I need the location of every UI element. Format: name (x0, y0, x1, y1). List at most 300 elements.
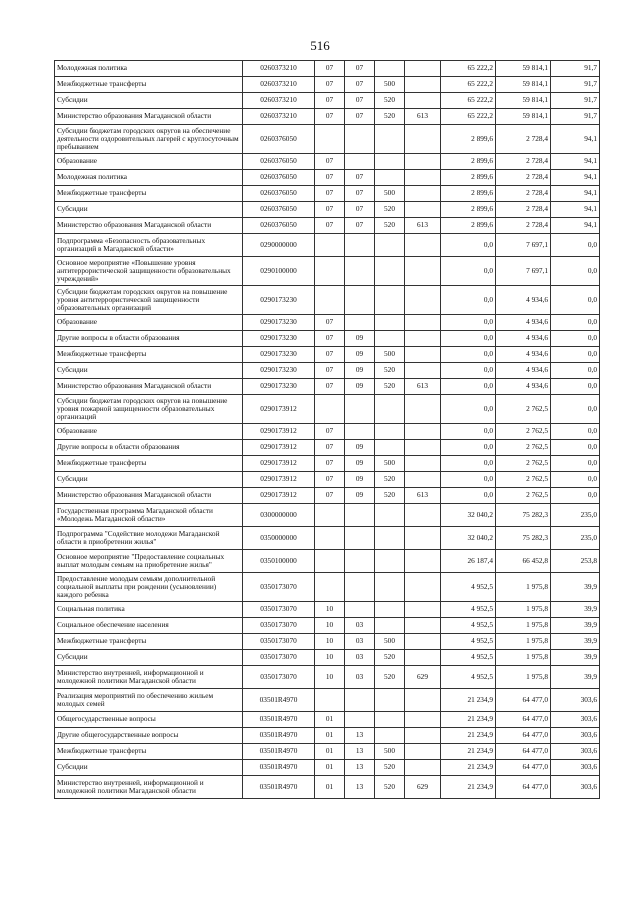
target-code-cell: 0350173070 (243, 573, 315, 602)
planned-amount-cell: 21 234,9 (441, 744, 496, 760)
expense-type-cell: 520 (375, 93, 405, 109)
table-row (55, 488, 600, 504)
expense-type-cell: 500 (375, 347, 405, 363)
expense-name-cell: Министерство образования Магаданской области (55, 218, 243, 234)
department-code-cell (405, 472, 441, 488)
actual-amount-cell: 75 282,3 (496, 527, 551, 550)
section-cell (315, 125, 345, 154)
table-row (55, 424, 600, 440)
actual-amount-cell: 64 477,0 (496, 776, 551, 799)
planned-amount-cell: 2 899,6 (441, 154, 496, 170)
section-cell: 07 (315, 472, 345, 488)
expense-name-cell: Социальное обеспечение населения (55, 618, 243, 634)
subsection-cell: 07 (345, 170, 375, 186)
section-cell: 01 (315, 776, 345, 799)
actual-amount-cell: 2 728,4 (496, 170, 551, 186)
subsection-cell (345, 550, 375, 573)
target-code-cell: 0290173912 (243, 424, 315, 440)
subsection-cell: 13 (345, 744, 375, 760)
department-code-cell (405, 395, 441, 424)
subsection-cell: 07 (345, 61, 375, 77)
department-code-cell (405, 618, 441, 634)
expense-name-cell: Министерство внутренней, информационной и молодежной политики Магаданской области (55, 776, 243, 799)
expense-type-cell: 520 (375, 650, 405, 666)
subsection-cell: 13 (345, 760, 375, 776)
budget-table (54, 60, 600, 799)
subsection-cell: 13 (345, 776, 375, 799)
department-code-cell (405, 286, 441, 315)
actual-amount-cell: 1 975,8 (496, 634, 551, 650)
execution-percent-cell: 0,0 (551, 331, 600, 347)
subsection-cell (345, 573, 375, 602)
execution-percent-cell: 39,9 (551, 650, 600, 666)
actual-amount-cell: 59 814,1 (496, 109, 551, 125)
planned-amount-cell: 0,0 (441, 234, 496, 257)
planned-amount-cell: 65 222,2 (441, 109, 496, 125)
table-row (55, 760, 600, 776)
actual-amount-cell: 7 697,1 (496, 257, 551, 286)
planned-amount-cell: 2 899,6 (441, 218, 496, 234)
expense-name-cell: Субсидии (55, 472, 243, 488)
actual-amount-cell: 4 934,6 (496, 363, 551, 379)
planned-amount-cell: 4 952,5 (441, 666, 496, 689)
actual-amount-cell: 4 934,6 (496, 286, 551, 315)
actual-amount-cell: 2 762,5 (496, 472, 551, 488)
execution-percent-cell: 0,0 (551, 234, 600, 257)
table-row (55, 550, 600, 573)
table-row (55, 77, 600, 93)
section-cell: 01 (315, 712, 345, 728)
target-code-cell: 0260373210 (243, 109, 315, 125)
planned-amount-cell: 0,0 (441, 315, 496, 331)
execution-percent-cell: 0,0 (551, 440, 600, 456)
table-row (55, 218, 600, 234)
actual-amount-cell: 64 477,0 (496, 712, 551, 728)
actual-amount-cell: 59 814,1 (496, 77, 551, 93)
department-code-cell: 613 (405, 379, 441, 395)
planned-amount-cell: 21 234,9 (441, 728, 496, 744)
expense-type-cell (375, 154, 405, 170)
expense-name-cell: Другие вопросы в области образования (55, 440, 243, 456)
expense-type-cell: 500 (375, 634, 405, 650)
planned-amount-cell: 21 234,9 (441, 712, 496, 728)
subsection-cell (345, 712, 375, 728)
expense-name-cell: Основное мероприятие "Предоставление социальных выплат молодым семьям на приобретение жилья" (55, 550, 243, 573)
actual-amount-cell: 64 477,0 (496, 744, 551, 760)
expense-name-cell: Субсидии (55, 760, 243, 776)
actual-amount-cell: 7 697,1 (496, 234, 551, 257)
department-code-cell: 613 (405, 488, 441, 504)
table-row (55, 602, 600, 618)
actual-amount-cell: 66 452,8 (496, 550, 551, 573)
subsection-cell (345, 395, 375, 424)
expense-type-cell: 520 (375, 202, 405, 218)
table-row (55, 347, 600, 363)
table-row (55, 61, 600, 77)
expense-type-cell (375, 689, 405, 712)
table-row (55, 154, 600, 170)
subsection-cell (345, 424, 375, 440)
planned-amount-cell: 65 222,2 (441, 61, 496, 77)
execution-percent-cell: 0,0 (551, 363, 600, 379)
target-code-cell: 0290173912 (243, 472, 315, 488)
table-row (55, 440, 600, 456)
execution-percent-cell: 39,9 (551, 573, 600, 602)
execution-percent-cell: 91,7 (551, 61, 600, 77)
department-code-cell (405, 689, 441, 712)
department-code-cell (405, 363, 441, 379)
expense-name-cell: Межбюджетные трансферты (55, 456, 243, 472)
planned-amount-cell: 0,0 (441, 488, 496, 504)
planned-amount-cell: 26 187,4 (441, 550, 496, 573)
actual-amount-cell: 2 728,4 (496, 186, 551, 202)
target-code-cell: 0290173912 (243, 488, 315, 504)
department-code-cell: 629 (405, 776, 441, 799)
subsection-cell (345, 257, 375, 286)
target-code-cell: 03501R4970 (243, 776, 315, 799)
expense-type-cell (375, 573, 405, 602)
expense-name-cell: Субсидии (55, 93, 243, 109)
execution-percent-cell: 303,6 (551, 760, 600, 776)
target-code-cell: 0260376050 (243, 154, 315, 170)
expense-name-cell: Субсидии (55, 202, 243, 218)
target-code-cell: 0350173070 (243, 618, 315, 634)
target-code-cell: 03501R4970 (243, 689, 315, 712)
actual-amount-cell: 1 975,8 (496, 602, 551, 618)
table-row (55, 776, 600, 799)
table-row (55, 395, 600, 424)
table-row (55, 689, 600, 712)
execution-percent-cell: 94,1 (551, 170, 600, 186)
table-row (55, 363, 600, 379)
section-cell: 10 (315, 618, 345, 634)
actual-amount-cell: 1 975,8 (496, 573, 551, 602)
execution-percent-cell: 91,7 (551, 93, 600, 109)
expense-type-cell (375, 712, 405, 728)
table-row (55, 170, 600, 186)
actual-amount-cell: 2 762,5 (496, 456, 551, 472)
actual-amount-cell: 1 975,8 (496, 618, 551, 634)
execution-percent-cell: 253,8 (551, 550, 600, 573)
expense-type-cell: 520 (375, 488, 405, 504)
expense-type-cell (375, 170, 405, 186)
planned-amount-cell: 4 952,5 (441, 650, 496, 666)
department-code-cell (405, 550, 441, 573)
expense-name-cell: Подпрограмма «Безопасность образовательных организаций в Магаданской области» (55, 234, 243, 257)
section-cell: 07 (315, 170, 345, 186)
table-row (55, 650, 600, 666)
expense-name-cell: Субсидии бюджетам городских округов на повышение уровня антитеррористической защищенности образовательных организаций (55, 286, 243, 315)
section-cell: 07 (315, 456, 345, 472)
department-code-cell (405, 440, 441, 456)
expense-type-cell (375, 61, 405, 77)
department-code-cell (405, 347, 441, 363)
table-row (55, 744, 600, 760)
section-cell: 07 (315, 347, 345, 363)
actual-amount-cell: 1 975,8 (496, 650, 551, 666)
actual-amount-cell: 2 728,4 (496, 202, 551, 218)
expense-type-cell (375, 315, 405, 331)
expense-type-cell (375, 602, 405, 618)
department-code-cell (405, 760, 441, 776)
expense-type-cell (375, 331, 405, 347)
subsection-cell: 09 (345, 456, 375, 472)
department-code-cell (405, 650, 441, 666)
subsection-cell (345, 315, 375, 331)
planned-amount-cell: 32 040,2 (441, 527, 496, 550)
target-code-cell: 0290173230 (243, 347, 315, 363)
planned-amount-cell: 2 899,6 (441, 186, 496, 202)
section-cell: 07 (315, 93, 345, 109)
execution-percent-cell: 303,6 (551, 728, 600, 744)
section-cell: 10 (315, 650, 345, 666)
section-cell: 07 (315, 186, 345, 202)
actual-amount-cell: 2 728,4 (496, 218, 551, 234)
department-code-cell: 613 (405, 109, 441, 125)
subsection-cell: 03 (345, 666, 375, 689)
expense-type-cell: 520 (375, 109, 405, 125)
section-cell: 10 (315, 634, 345, 650)
expense-name-cell: Образование (55, 154, 243, 170)
subsection-cell (345, 286, 375, 315)
execution-percent-cell: 91,7 (551, 109, 600, 125)
table-row (55, 202, 600, 218)
subsection-cell: 09 (345, 363, 375, 379)
expense-name-cell: Министерство образования Магаданской области (55, 488, 243, 504)
expense-type-cell (375, 527, 405, 550)
planned-amount-cell: 4 952,5 (441, 573, 496, 602)
execution-percent-cell: 235,0 (551, 504, 600, 527)
subsection-cell (345, 504, 375, 527)
section-cell: 10 (315, 666, 345, 689)
target-code-cell: 03501R4970 (243, 712, 315, 728)
expense-name-cell: Основное мероприятие «Повышение уровня антитеррористической защищенности образовательных учреждений» (55, 257, 243, 286)
table-row (55, 573, 600, 602)
subsection-cell: 07 (345, 218, 375, 234)
target-code-cell: 0290173912 (243, 456, 315, 472)
target-code-cell: 0350173070 (243, 666, 315, 689)
target-code-cell: 0260376050 (243, 125, 315, 154)
execution-percent-cell: 94,1 (551, 186, 600, 202)
expense-name-cell: Другие вопросы в области образования (55, 331, 243, 347)
actual-amount-cell: 2 762,5 (496, 424, 551, 440)
target-code-cell: 0260373210 (243, 77, 315, 93)
target-code-cell: 0290173230 (243, 286, 315, 315)
section-cell: 07 (315, 154, 345, 170)
page-number: 516 (310, 38, 330, 53)
expense-type-cell: 500 (375, 456, 405, 472)
expense-name-cell: Другие общегосударственные вопросы (55, 728, 243, 744)
table-row (55, 634, 600, 650)
table-row (55, 504, 600, 527)
expense-name-cell: Общегосударственные вопросы (55, 712, 243, 728)
expense-name-cell: Субсидии бюджетам городских округов на повышение уровня пожарной защищенности образовательных организаций (55, 395, 243, 424)
subsection-cell: 07 (345, 202, 375, 218)
execution-percent-cell: 0,0 (551, 347, 600, 363)
actual-amount-cell: 75 282,3 (496, 504, 551, 527)
actual-amount-cell: 64 477,0 (496, 728, 551, 744)
expense-name-cell: Предоставление молодым семьям дополнительной социальной выплаты при рождении (усыновлении) каждого ребенка (55, 573, 243, 602)
subsection-cell: 07 (345, 186, 375, 202)
table-row (55, 666, 600, 689)
table-row (55, 456, 600, 472)
target-code-cell: 03501R4970 (243, 728, 315, 744)
planned-amount-cell: 2 899,6 (441, 125, 496, 154)
section-cell: 07 (315, 218, 345, 234)
department-code-cell (405, 125, 441, 154)
expense-name-cell: Реализация мероприятий по обеспечению жильем молодых семей (55, 689, 243, 712)
department-code-cell (405, 573, 441, 602)
department-code-cell (405, 527, 441, 550)
department-code-cell: 629 (405, 666, 441, 689)
subsection-cell: 07 (345, 77, 375, 93)
section-cell: 07 (315, 424, 345, 440)
planned-amount-cell: 0,0 (441, 395, 496, 424)
target-code-cell: 0290173230 (243, 363, 315, 379)
subsection-cell (345, 154, 375, 170)
expense-name-cell: Министерство образования Магаданской области (55, 109, 243, 125)
planned-amount-cell: 0,0 (441, 363, 496, 379)
expense-type-cell: 520 (375, 379, 405, 395)
section-cell (315, 689, 345, 712)
execution-percent-cell: 94,1 (551, 218, 600, 234)
expense-type-cell (375, 257, 405, 286)
expense-name-cell: Министерство образования Магаданской области (55, 379, 243, 395)
department-code-cell (405, 456, 441, 472)
target-code-cell: 0290173912 (243, 440, 315, 456)
target-code-cell: 0350100000 (243, 550, 315, 573)
table-row (55, 125, 600, 154)
target-code-cell: 0260376050 (243, 170, 315, 186)
section-cell (315, 257, 345, 286)
section-cell: 07 (315, 315, 345, 331)
target-code-cell: 0260373210 (243, 93, 315, 109)
target-code-cell: 0350173070 (243, 602, 315, 618)
actual-amount-cell: 59 814,1 (496, 61, 551, 77)
section-cell: 07 (315, 109, 345, 125)
subsection-cell (345, 234, 375, 257)
planned-amount-cell: 0,0 (441, 456, 496, 472)
planned-amount-cell: 21 234,9 (441, 776, 496, 799)
execution-percent-cell: 0,0 (551, 395, 600, 424)
expense-name-cell: Социальная политика (55, 602, 243, 618)
target-code-cell: 0260376050 (243, 186, 315, 202)
actual-amount-cell: 2 728,4 (496, 125, 551, 154)
table-body (55, 61, 600, 799)
section-cell (315, 550, 345, 573)
expense-type-cell: 520 (375, 472, 405, 488)
section-cell (315, 395, 345, 424)
table-row (55, 93, 600, 109)
expense-name-cell: Молодежная политика (55, 61, 243, 77)
section-cell: 07 (315, 61, 345, 77)
expense-type-cell: 500 (375, 77, 405, 93)
expense-type-cell (375, 550, 405, 573)
section-cell: 01 (315, 760, 345, 776)
table-row (55, 234, 600, 257)
table-row (55, 472, 600, 488)
section-cell (315, 527, 345, 550)
actual-amount-cell: 4 934,6 (496, 347, 551, 363)
target-code-cell: 0260376050 (243, 202, 315, 218)
section-cell (315, 504, 345, 527)
planned-amount-cell: 65 222,2 (441, 77, 496, 93)
expense-name-cell: Межбюджетные трансферты (55, 347, 243, 363)
target-code-cell: 03501R4970 (243, 760, 315, 776)
section-cell: 07 (315, 363, 345, 379)
expense-type-cell (375, 395, 405, 424)
planned-amount-cell: 21 234,9 (441, 689, 496, 712)
planned-amount-cell: 0,0 (441, 257, 496, 286)
target-code-cell: 0350173070 (243, 650, 315, 666)
execution-percent-cell: 235,0 (551, 527, 600, 550)
expense-name-cell: Министерство внутренней, информационной и молодежной политики Магаданской области (55, 666, 243, 689)
expense-name-cell: Межбюджетные трансферты (55, 186, 243, 202)
actual-amount-cell: 64 477,0 (496, 689, 551, 712)
department-code-cell (405, 728, 441, 744)
target-code-cell: 0290173912 (243, 395, 315, 424)
execution-percent-cell: 39,9 (551, 634, 600, 650)
target-code-cell: 0290173230 (243, 379, 315, 395)
section-cell: 07 (315, 202, 345, 218)
expense-name-cell: Образование (55, 424, 243, 440)
subsection-cell: 09 (345, 347, 375, 363)
planned-amount-cell: 4 952,5 (441, 602, 496, 618)
subsection-cell: 03 (345, 634, 375, 650)
planned-amount-cell: 0,0 (441, 440, 496, 456)
department-code-cell: 613 (405, 218, 441, 234)
department-code-cell (405, 154, 441, 170)
expense-type-cell: 520 (375, 218, 405, 234)
section-cell (315, 573, 345, 602)
planned-amount-cell: 2 899,6 (441, 170, 496, 186)
expense-type-cell: 500 (375, 744, 405, 760)
subsection-cell: 09 (345, 472, 375, 488)
subsection-cell: 07 (345, 93, 375, 109)
expense-name-cell: Государственная программа Магаданской области «Молодежь Магаданской области» (55, 504, 243, 527)
expense-type-cell: 520 (375, 363, 405, 379)
section-cell: 07 (315, 77, 345, 93)
execution-percent-cell: 39,9 (551, 618, 600, 634)
execution-percent-cell: 94,1 (551, 154, 600, 170)
department-code-cell (405, 315, 441, 331)
actual-amount-cell: 4 934,6 (496, 315, 551, 331)
expense-type-cell: 500 (375, 186, 405, 202)
execution-percent-cell: 0,0 (551, 257, 600, 286)
table-row (55, 712, 600, 728)
execution-percent-cell: 0,0 (551, 315, 600, 331)
actual-amount-cell: 59 814,1 (496, 93, 551, 109)
planned-amount-cell: 0,0 (441, 286, 496, 315)
subsection-cell: 09 (345, 488, 375, 504)
target-code-cell: 0300000000 (243, 504, 315, 527)
department-code-cell (405, 424, 441, 440)
table-row (55, 315, 600, 331)
expense-name-cell: Межбюджетные трансферты (55, 634, 243, 650)
section-cell: 07 (315, 488, 345, 504)
execution-percent-cell: 303,6 (551, 744, 600, 760)
expense-name-cell: Субсидии бюджетам городских округов на обеспечение деятельности оздоровительных лагерей с круглосуточным пребыванием (55, 125, 243, 154)
execution-percent-cell: 303,6 (551, 776, 600, 799)
table-row (55, 257, 600, 286)
execution-percent-cell: 303,6 (551, 689, 600, 712)
target-code-cell: 0290100000 (243, 257, 315, 286)
department-code-cell (405, 202, 441, 218)
execution-percent-cell: 39,9 (551, 602, 600, 618)
section-cell: 07 (315, 331, 345, 347)
subsection-cell: 03 (345, 650, 375, 666)
department-code-cell (405, 634, 441, 650)
